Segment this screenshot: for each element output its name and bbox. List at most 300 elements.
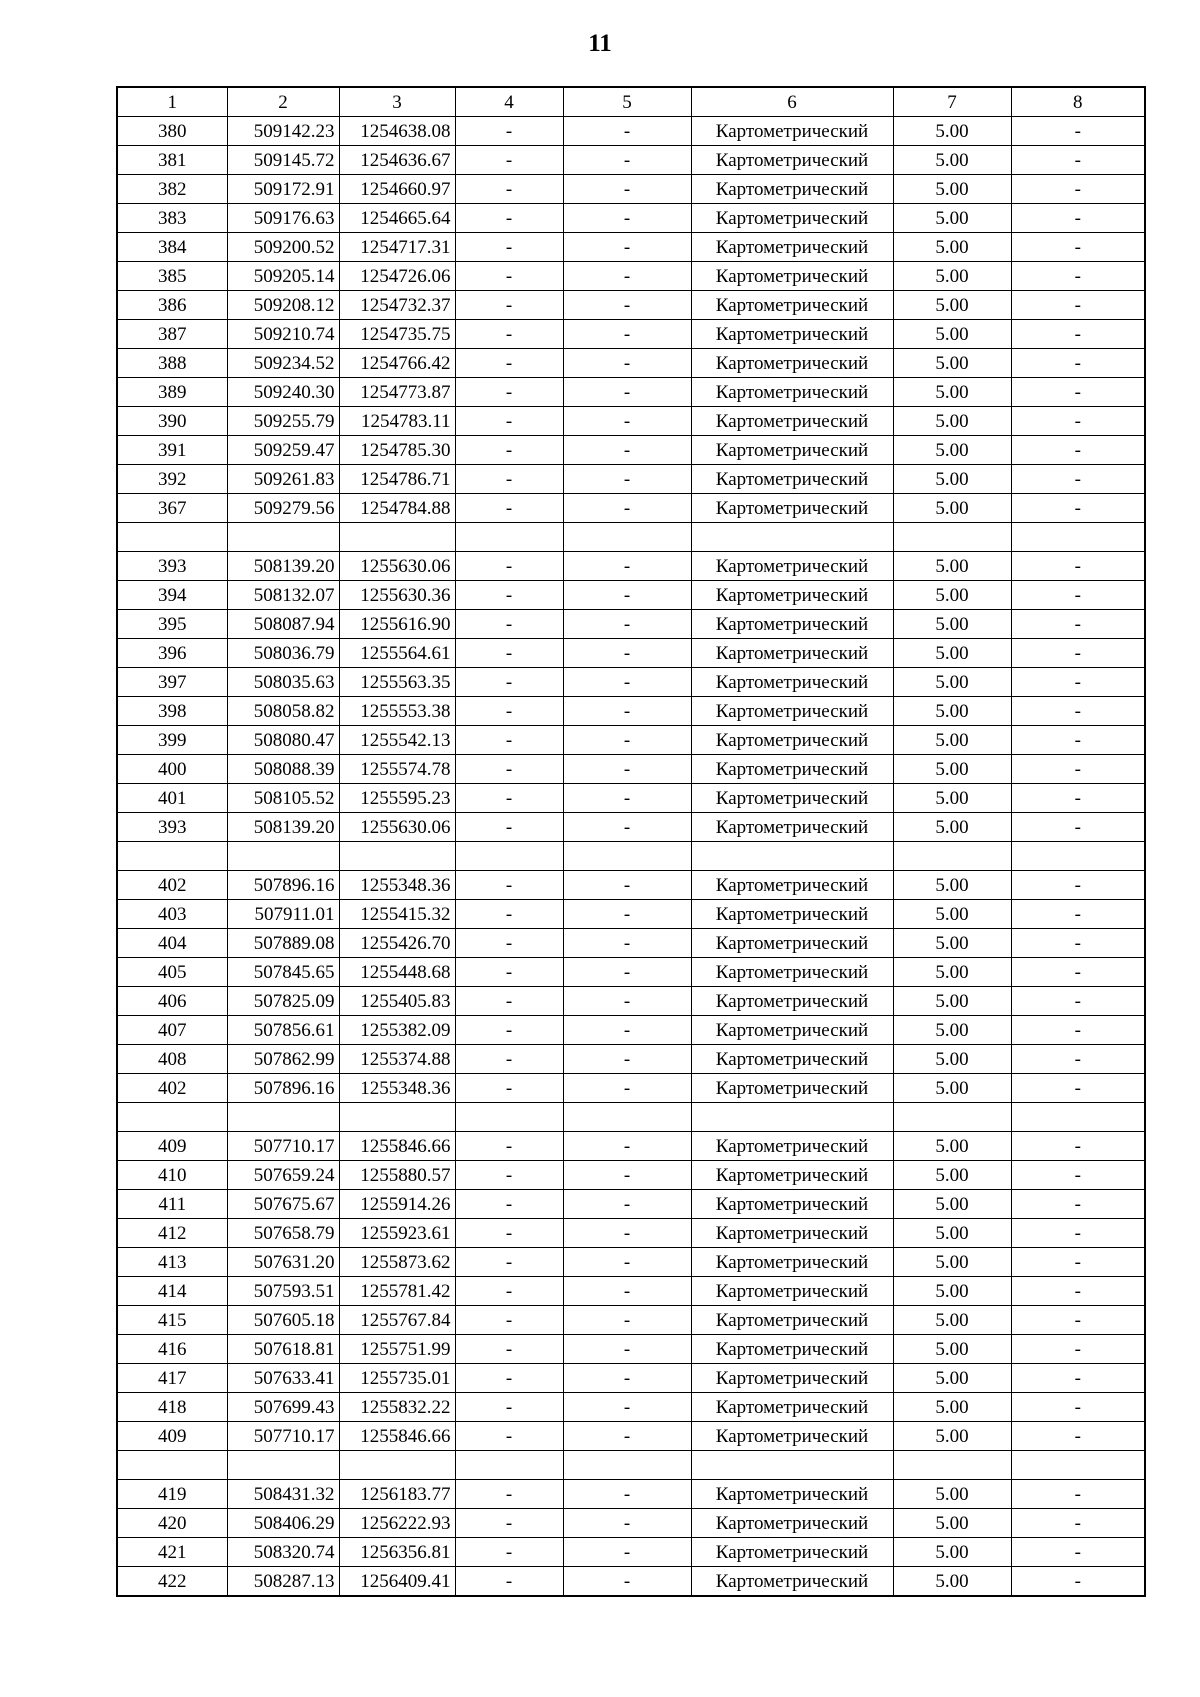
table-row — [117, 1480, 1145, 1509]
y-coordinate-cell: 1254785.30 — [339, 436, 455, 465]
table-row — [117, 697, 1145, 726]
col-8-value-cell: - — [1011, 668, 1145, 697]
col-4-value-cell: - — [455, 610, 563, 639]
col-4-value-cell: - — [455, 1074, 563, 1103]
header-cell-7: 7 — [893, 87, 1011, 117]
col-4-value-cell: - — [455, 668, 563, 697]
method-cell: Картометрический — [691, 407, 893, 436]
table-separator-row — [117, 842, 1145, 871]
point-number-cell: 392 — [117, 465, 227, 494]
col-4-value-cell: - — [455, 1364, 563, 1393]
col-8-value-cell: - — [1011, 1045, 1145, 1074]
col-5-value-cell: - — [563, 349, 691, 378]
y-coordinate-cell: 1255846.66 — [339, 1422, 455, 1451]
point-number-cell: 413 — [117, 1248, 227, 1277]
x-coordinate-cell: 508088.39 — [227, 755, 339, 784]
table-row — [117, 378, 1145, 407]
table-row — [117, 987, 1145, 1016]
y-coordinate-cell: 1254784.88 — [339, 494, 455, 523]
point-number-cell: 422 — [117, 1567, 227, 1597]
method-cell: Картометрический — [691, 581, 893, 610]
accuracy-cell: 5.00 — [893, 407, 1011, 436]
col-4-value-cell: - — [455, 1248, 563, 1277]
coordinates-table — [116, 86, 1146, 1597]
point-number-cell: 409 — [117, 1422, 227, 1451]
table-row — [117, 291, 1145, 320]
x-coordinate-cell — [227, 1103, 339, 1132]
method-cell — [691, 1103, 893, 1132]
x-coordinate-cell: 508139.20 — [227, 552, 339, 581]
table-row — [117, 1509, 1145, 1538]
point-number-cell: 399 — [117, 726, 227, 755]
table-row — [117, 407, 1145, 436]
method-cell: Картометрический — [691, 639, 893, 668]
col-4-value-cell: - — [455, 320, 563, 349]
table-row — [117, 146, 1145, 175]
col-5-value-cell: - — [563, 697, 691, 726]
col-8-value-cell: - — [1011, 871, 1145, 900]
x-coordinate-cell: 507896.16 — [227, 871, 339, 900]
x-coordinate-cell: 507618.81 — [227, 1335, 339, 1364]
y-coordinate-cell: 1254717.31 — [339, 233, 455, 262]
col-8-value-cell: - — [1011, 1277, 1145, 1306]
y-coordinate-cell: 1255616.90 — [339, 610, 455, 639]
accuracy-cell: 5.00 — [893, 1190, 1011, 1219]
method-cell: Картометрический — [691, 320, 893, 349]
col-4-value-cell: - — [455, 204, 563, 233]
x-coordinate-cell: 509208.12 — [227, 291, 339, 320]
y-coordinate-cell: 1255348.36 — [339, 871, 455, 900]
method-cell: Картометрический — [691, 146, 893, 175]
point-number-cell — [117, 523, 227, 552]
accuracy-cell: 5.00 — [893, 639, 1011, 668]
table-row — [117, 175, 1145, 204]
y-coordinate-cell: 1255595.23 — [339, 784, 455, 813]
x-coordinate-cell: 507889.08 — [227, 929, 339, 958]
col-4-value-cell: - — [455, 900, 563, 929]
y-coordinate-cell — [339, 1451, 455, 1480]
x-coordinate-cell: 507658.79 — [227, 1219, 339, 1248]
col-8-value-cell — [1011, 1103, 1145, 1132]
col-5-value-cell: - — [563, 610, 691, 639]
col-8-value-cell: - — [1011, 610, 1145, 639]
col-4-value-cell — [455, 1103, 563, 1132]
table-row — [117, 755, 1145, 784]
col-8-value-cell: - — [1011, 697, 1145, 726]
table-row — [117, 900, 1145, 929]
col-4-value-cell: - — [455, 871, 563, 900]
col-8-value-cell: - — [1011, 987, 1145, 1016]
point-number-cell: 388 — [117, 349, 227, 378]
y-coordinate-cell: 1254735.75 — [339, 320, 455, 349]
y-coordinate-cell: 1255630.36 — [339, 581, 455, 610]
col-5-value-cell: - — [563, 1132, 691, 1161]
point-number-cell: 386 — [117, 291, 227, 320]
accuracy-cell: 5.00 — [893, 1393, 1011, 1422]
point-number-cell: 394 — [117, 581, 227, 610]
method-cell: Картометрический — [691, 233, 893, 262]
x-coordinate-cell: 507699.43 — [227, 1393, 339, 1422]
y-coordinate-cell: 1255751.99 — [339, 1335, 455, 1364]
col-4-value-cell: - — [455, 436, 563, 465]
col-8-value-cell: - — [1011, 900, 1145, 929]
col-5-value-cell: - — [563, 1277, 691, 1306]
x-coordinate-cell: 507605.18 — [227, 1306, 339, 1335]
col-5-value-cell: - — [563, 1567, 691, 1597]
x-coordinate-cell: 507710.17 — [227, 1132, 339, 1161]
accuracy-cell: 5.00 — [893, 581, 1011, 610]
col-8-value-cell: - — [1011, 755, 1145, 784]
x-coordinate-cell: 507856.61 — [227, 1016, 339, 1045]
y-coordinate-cell: 1255426.70 — [339, 929, 455, 958]
col-8-value-cell: - — [1011, 1306, 1145, 1335]
col-8-value-cell: - — [1011, 436, 1145, 465]
col-5-value-cell: - — [563, 262, 691, 291]
x-coordinate-cell: 508431.32 — [227, 1480, 339, 1509]
x-coordinate-cell: 508132.07 — [227, 581, 339, 610]
col-5-value-cell — [563, 842, 691, 871]
x-coordinate-cell: 507710.17 — [227, 1422, 339, 1451]
x-coordinate-cell: 507911.01 — [227, 900, 339, 929]
x-coordinate-cell: 509255.79 — [227, 407, 339, 436]
accuracy-cell: 5.00 — [893, 929, 1011, 958]
method-cell: Картометрический — [691, 871, 893, 900]
x-coordinate-cell: 509176.63 — [227, 204, 339, 233]
method-cell: Картометрический — [691, 610, 893, 639]
method-cell: Картометрический — [691, 117, 893, 146]
x-coordinate-cell: 507659.24 — [227, 1161, 339, 1190]
method-cell — [691, 1451, 893, 1480]
point-number-cell: 418 — [117, 1393, 227, 1422]
col-4-value-cell: - — [455, 1132, 563, 1161]
y-coordinate-cell: 1254665.64 — [339, 204, 455, 233]
point-number-cell — [117, 1451, 227, 1480]
col-8-value-cell: - — [1011, 291, 1145, 320]
point-number-cell: 417 — [117, 1364, 227, 1393]
accuracy-cell: 5.00 — [893, 987, 1011, 1016]
accuracy-cell: 5.00 — [893, 262, 1011, 291]
header-cell-4: 4 — [455, 87, 563, 117]
method-cell: Картометрический — [691, 494, 893, 523]
point-number-cell: 397 — [117, 668, 227, 697]
col-4-value-cell: - — [455, 465, 563, 494]
col-8-value-cell: - — [1011, 407, 1145, 436]
table-row — [117, 1393, 1145, 1422]
point-number-cell: 398 — [117, 697, 227, 726]
accuracy-cell: 5.00 — [893, 871, 1011, 900]
accuracy-cell: 5.00 — [893, 1335, 1011, 1364]
table-row — [117, 1277, 1145, 1306]
table-separator-row — [117, 523, 1145, 552]
col-4-value-cell: - — [455, 1277, 563, 1306]
col-8-value-cell: - — [1011, 1422, 1145, 1451]
accuracy-cell: 5.00 — [893, 900, 1011, 929]
method-cell: Картометрический — [691, 262, 893, 291]
col-8-value-cell — [1011, 842, 1145, 871]
x-coordinate-cell: 508058.82 — [227, 697, 339, 726]
method-cell: Картометрический — [691, 1161, 893, 1190]
accuracy-cell: 5.00 — [893, 726, 1011, 755]
col-5-value-cell — [563, 1451, 691, 1480]
point-number-cell: 414 — [117, 1277, 227, 1306]
col-8-value-cell: - — [1011, 958, 1145, 987]
col-5-value-cell: - — [563, 1190, 691, 1219]
point-number-cell: 403 — [117, 900, 227, 929]
x-coordinate-cell: 508139.20 — [227, 813, 339, 842]
col-8-value-cell: - — [1011, 552, 1145, 581]
col-4-value-cell: - — [455, 987, 563, 1016]
point-number-cell: 401 — [117, 784, 227, 813]
col-4-value-cell: - — [455, 175, 563, 204]
y-coordinate-cell: 1255846.66 — [339, 1132, 455, 1161]
method-cell: Картометрический — [691, 900, 893, 929]
table-row — [117, 726, 1145, 755]
y-coordinate-cell: 1255348.36 — [339, 1074, 455, 1103]
table-row — [117, 1335, 1145, 1364]
method-cell: Картометрический — [691, 465, 893, 494]
col-4-value-cell: - — [455, 726, 563, 755]
point-number-cell: 412 — [117, 1219, 227, 1248]
col-8-value-cell: - — [1011, 1074, 1145, 1103]
y-coordinate-cell: 1255781.42 — [339, 1277, 455, 1306]
col-5-value-cell: - — [563, 117, 691, 146]
table-row — [117, 436, 1145, 465]
accuracy-cell — [893, 523, 1011, 552]
method-cell: Картометрический — [691, 1335, 893, 1364]
col-5-value-cell: - — [563, 1422, 691, 1451]
y-coordinate-cell: 1254766.42 — [339, 349, 455, 378]
x-coordinate-cell: 507593.51 — [227, 1277, 339, 1306]
y-coordinate-cell: 1255563.35 — [339, 668, 455, 697]
col-8-value-cell: - — [1011, 784, 1145, 813]
table-row — [117, 1567, 1145, 1597]
accuracy-cell: 5.00 — [893, 784, 1011, 813]
method-cell: Картометрический — [691, 378, 893, 407]
col-8-value-cell: - — [1011, 1219, 1145, 1248]
method-cell: Картометрический — [691, 958, 893, 987]
col-5-value-cell: - — [563, 1538, 691, 1567]
x-coordinate-cell: 509279.56 — [227, 494, 339, 523]
col-5-value-cell: - — [563, 755, 691, 784]
y-coordinate-cell: 1256409.41 — [339, 1567, 455, 1597]
col-8-value-cell: - — [1011, 1161, 1145, 1190]
accuracy-cell: 5.00 — [893, 1509, 1011, 1538]
method-cell: Картометрический — [691, 1306, 893, 1335]
point-number-cell: 405 — [117, 958, 227, 987]
accuracy-cell: 5.00 — [893, 1277, 1011, 1306]
col-5-value-cell: - — [563, 1161, 691, 1190]
table-row — [117, 1161, 1145, 1190]
col-4-value-cell: - — [455, 1393, 563, 1422]
point-number-cell: 393 — [117, 552, 227, 581]
y-coordinate-cell: 1254638.08 — [339, 117, 455, 146]
method-cell: Картометрический — [691, 436, 893, 465]
method-cell: Картометрический — [691, 1538, 893, 1567]
method-cell: Картометрический — [691, 726, 893, 755]
point-number-cell: 415 — [117, 1306, 227, 1335]
method-cell: Картометрический — [691, 755, 893, 784]
y-coordinate-cell: 1255873.62 — [339, 1248, 455, 1277]
col-5-value-cell: - — [563, 726, 691, 755]
y-coordinate-cell: 1254636.67 — [339, 146, 455, 175]
method-cell: Картометрический — [691, 929, 893, 958]
col-8-value-cell: - — [1011, 639, 1145, 668]
accuracy-cell: 5.00 — [893, 1248, 1011, 1277]
point-number-cell: 416 — [117, 1335, 227, 1364]
header-cell-6: 6 — [691, 87, 893, 117]
point-number-cell: 400 — [117, 755, 227, 784]
accuracy-cell: 5.00 — [893, 1219, 1011, 1248]
col-8-value-cell: - — [1011, 146, 1145, 175]
col-5-value-cell: - — [563, 987, 691, 1016]
accuracy-cell: 5.00 — [893, 233, 1011, 262]
col-4-value-cell: - — [455, 1219, 563, 1248]
method-cell: Картометрический — [691, 1045, 893, 1074]
col-5-value-cell: - — [563, 204, 691, 233]
table-row — [117, 1219, 1145, 1248]
col-4-value-cell: - — [455, 1190, 563, 1219]
x-coordinate-cell: 509210.74 — [227, 320, 339, 349]
point-number-cell: 407 — [117, 1016, 227, 1045]
col-4-value-cell — [455, 842, 563, 871]
col-4-value-cell: - — [455, 1335, 563, 1364]
method-cell: Картометрический — [691, 1219, 893, 1248]
col-5-value-cell: - — [563, 1335, 691, 1364]
accuracy-cell: 5.00 — [893, 1480, 1011, 1509]
table-body — [117, 117, 1145, 1597]
point-number-cell — [117, 1103, 227, 1132]
table-row — [117, 204, 1145, 233]
accuracy-cell: 5.00 — [893, 1364, 1011, 1393]
table-row — [117, 1016, 1145, 1045]
col-5-value-cell: - — [563, 929, 691, 958]
y-coordinate-cell: 1256222.93 — [339, 1509, 455, 1538]
method-cell — [691, 523, 893, 552]
point-number-cell: 383 — [117, 204, 227, 233]
method-cell: Картометрический — [691, 1509, 893, 1538]
y-coordinate-cell: 1255880.57 — [339, 1161, 455, 1190]
col-5-value-cell — [563, 1103, 691, 1132]
method-cell: Картометрический — [691, 349, 893, 378]
method-cell — [691, 842, 893, 871]
col-4-value-cell: - — [455, 117, 563, 146]
table-row — [117, 813, 1145, 842]
header-cell-1: 1 — [117, 87, 227, 117]
x-coordinate-cell: 509261.83 — [227, 465, 339, 494]
x-coordinate-cell: 508406.29 — [227, 1509, 339, 1538]
point-number-cell: 387 — [117, 320, 227, 349]
method-cell: Картометрический — [691, 1190, 893, 1219]
y-coordinate-cell: 1255448.68 — [339, 958, 455, 987]
accuracy-cell: 5.00 — [893, 1132, 1011, 1161]
x-coordinate-cell: 507675.67 — [227, 1190, 339, 1219]
col-4-value-cell: - — [455, 552, 563, 581]
col-4-value-cell: - — [455, 581, 563, 610]
col-8-value-cell: - — [1011, 175, 1145, 204]
point-number-cell: 380 — [117, 117, 227, 146]
col-4-value-cell: - — [455, 639, 563, 668]
accuracy-cell: 5.00 — [893, 958, 1011, 987]
col-5-value-cell: - — [563, 1016, 691, 1045]
header-cell-3: 3 — [339, 87, 455, 117]
y-coordinate-cell: 1255542.13 — [339, 726, 455, 755]
x-coordinate-cell — [227, 842, 339, 871]
x-coordinate-cell: 508287.13 — [227, 1567, 339, 1597]
accuracy-cell — [893, 842, 1011, 871]
method-cell: Картометрический — [691, 1277, 893, 1306]
method-cell: Картометрический — [691, 1567, 893, 1597]
col-5-value-cell — [563, 523, 691, 552]
col-4-value-cell: - — [455, 813, 563, 842]
col-5-value-cell: - — [563, 668, 691, 697]
col-5-value-cell: - — [563, 233, 691, 262]
table-row — [117, 233, 1145, 262]
y-coordinate-cell: 1255374.88 — [339, 1045, 455, 1074]
col-4-value-cell — [455, 1451, 563, 1480]
col-8-value-cell: - — [1011, 1567, 1145, 1597]
x-coordinate-cell: 507633.41 — [227, 1364, 339, 1393]
point-number-cell: 382 — [117, 175, 227, 204]
col-4-value-cell: - — [455, 407, 563, 436]
col-8-value-cell: - — [1011, 378, 1145, 407]
table-row — [117, 1074, 1145, 1103]
col-5-value-cell: - — [563, 320, 691, 349]
method-cell: Картометрический — [691, 552, 893, 581]
col-5-value-cell: - — [563, 1248, 691, 1277]
col-5-value-cell: - — [563, 1364, 691, 1393]
x-coordinate-cell: 508320.74 — [227, 1538, 339, 1567]
x-coordinate-cell: 507896.16 — [227, 1074, 339, 1103]
table-row — [117, 639, 1145, 668]
page-number: 11 — [588, 30, 612, 57]
y-coordinate-cell: 1255405.83 — [339, 987, 455, 1016]
accuracy-cell: 5.00 — [893, 117, 1011, 146]
col-4-value-cell: - — [455, 349, 563, 378]
y-coordinate-cell: 1255735.01 — [339, 1364, 455, 1393]
point-number-cell: 404 — [117, 929, 227, 958]
col-8-value-cell — [1011, 1451, 1145, 1480]
col-4-value-cell: - — [455, 233, 563, 262]
accuracy-cell: 5.00 — [893, 320, 1011, 349]
col-5-value-cell: - — [563, 494, 691, 523]
table-row — [117, 465, 1145, 494]
x-coordinate-cell: 509172.91 — [227, 175, 339, 204]
col-8-value-cell: - — [1011, 1480, 1145, 1509]
point-number-cell: 410 — [117, 1161, 227, 1190]
x-coordinate-cell — [227, 523, 339, 552]
col-5-value-cell: - — [563, 291, 691, 320]
y-coordinate-cell: 1255415.32 — [339, 900, 455, 929]
accuracy-cell — [893, 1451, 1011, 1480]
point-number-cell: 421 — [117, 1538, 227, 1567]
x-coordinate-cell: 507845.65 — [227, 958, 339, 987]
point-number-cell: 396 — [117, 639, 227, 668]
accuracy-cell: 5.00 — [893, 1161, 1011, 1190]
accuracy-cell: 5.00 — [893, 494, 1011, 523]
point-number-cell: 367 — [117, 494, 227, 523]
point-number-cell: 381 — [117, 146, 227, 175]
col-8-value-cell: - — [1011, 581, 1145, 610]
col-8-value-cell: - — [1011, 465, 1145, 494]
x-coordinate-cell: 509145.72 — [227, 146, 339, 175]
col-4-value-cell: - — [455, 1509, 563, 1538]
y-coordinate-cell: 1254660.97 — [339, 175, 455, 204]
accuracy-cell: 5.00 — [893, 378, 1011, 407]
col-5-value-cell: - — [563, 175, 691, 204]
table-row — [117, 349, 1145, 378]
col-5-value-cell: - — [563, 1074, 691, 1103]
x-coordinate-cell: 507631.20 — [227, 1248, 339, 1277]
